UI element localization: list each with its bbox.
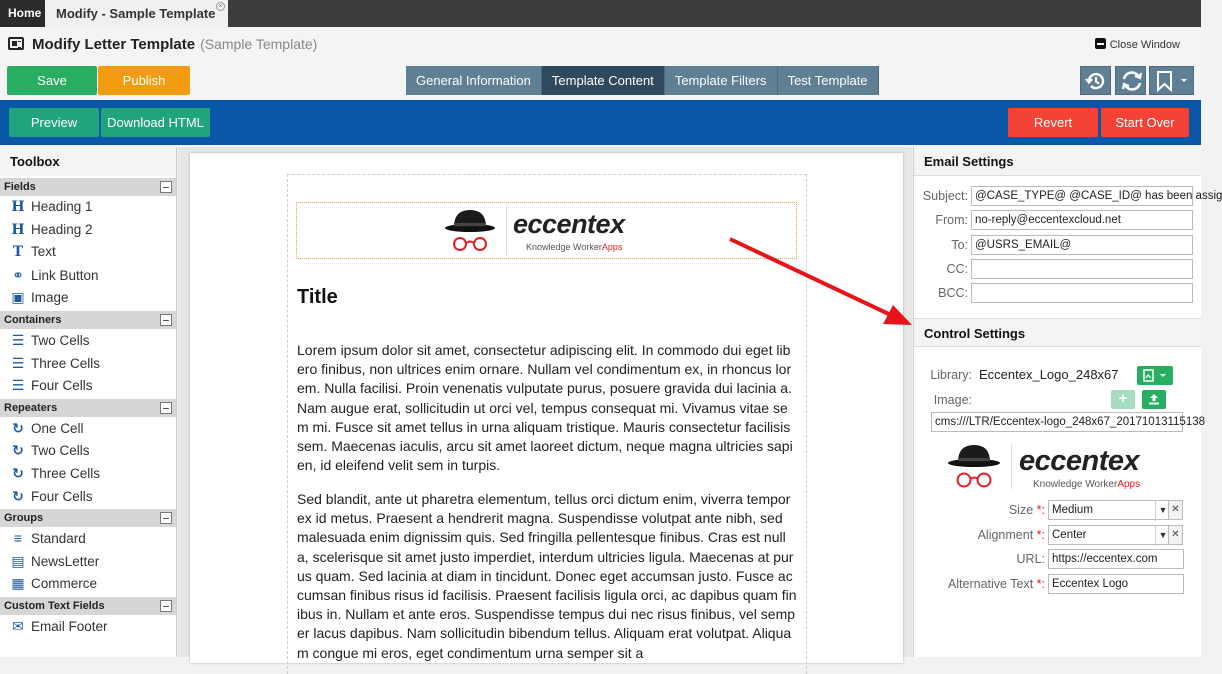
start-over-button[interactable]: Start Over bbox=[1101, 108, 1189, 137]
section-label: Custom Text Fields bbox=[4, 599, 105, 612]
image-icon: ▣ bbox=[11, 289, 25, 306]
required-mark: *: bbox=[1036, 503, 1045, 517]
item-label: Heading 1 bbox=[31, 199, 93, 214]
bookmark-icon bbox=[1154, 70, 1188, 92]
page-title-text: Modify Letter Template bbox=[32, 36, 196, 53]
item-label: Text bbox=[31, 244, 56, 260]
toolbox-panel bbox=[0, 147, 177, 657]
required-mark: *: bbox=[1036, 577, 1045, 591]
alignment-value: Center bbox=[1052, 529, 1087, 541]
item-label: Three Cells bbox=[31, 355, 101, 371]
tab-label: Modify - Sample Template bbox=[56, 6, 216, 21]
preview-button[interactable]: Preview bbox=[9, 108, 99, 137]
collapse-icon[interactable] bbox=[160, 402, 172, 414]
item-label: Three Cells bbox=[31, 465, 101, 481]
repeat-icon: ↻ bbox=[12, 419, 24, 436]
toolbox-item-image[interactable] bbox=[0, 286, 176, 309]
url-label: URL: bbox=[1016, 552, 1045, 566]
subject-label: Subject: bbox=[922, 189, 968, 203]
item-label: Link Button bbox=[31, 267, 99, 283]
template-nav bbox=[406, 66, 879, 95]
repeat-icon: ↻ bbox=[12, 464, 24, 481]
publish-button[interactable]: Publish bbox=[98, 66, 190, 95]
page-header bbox=[0, 27, 1201, 61]
link-icon: ⚭ bbox=[12, 266, 24, 283]
document-paragraph-2[interactable]: Sed blandit, ante ut pharetra elementum, tellus orci dictum enim, viverra tempor ex id metus. Praesent a hendrerit magna. Suspendisse volutpat ante nibh, sed malesuada enim dignissim quis. Sed fringilla pellentesque finibus. Cras est nulla, scelerisque sit amet justo imperdiet, interdum ultricies ligula. Maecenas at purus quam. Sed lacinia at diam in tincidunt. Donec eget accumsan justo. Fusce accumsan finibus risus id facilisis. Praesent facilisis ligula orci, ac dapibus quam finibus in. Nullam et ante eros. Suspendisse tempus dui nec risus finibus, vel semper lacus dapibus. Nam sollicitudin bibendum tellus. Aliquam erat volutpat. Aliquam congue mi eros, eget condimentum urna semper sit a bbox=[297, 491, 797, 661]
refresh-button[interactable] bbox=[1115, 66, 1146, 95]
logo-divider bbox=[1011, 444, 1012, 489]
collapse-icon[interactable] bbox=[160, 314, 172, 326]
required-mark: *: bbox=[1036, 528, 1045, 542]
alignment-label bbox=[914, 525, 1045, 545]
image-file-icon bbox=[1137, 366, 1173, 385]
toolbox-item-text[interactable] bbox=[0, 241, 176, 264]
tab-test-template[interactable]: Test Template bbox=[778, 66, 879, 95]
cc-label: CC: bbox=[946, 262, 968, 276]
tagline-apps: Apps bbox=[601, 242, 623, 252]
size-label-text: Size bbox=[1008, 503, 1034, 517]
email-document bbox=[190, 153, 903, 663]
action-bar bbox=[0, 100, 1201, 145]
alignment-select[interactable] bbox=[1048, 525, 1171, 545]
tab-modify-template[interactable] bbox=[45, 0, 228, 27]
save-button[interactable]: Save bbox=[7, 66, 97, 95]
tab-template-content[interactable]: Template Content bbox=[542, 66, 665, 95]
upload-icon bbox=[1142, 390, 1166, 409]
refresh-icon bbox=[1120, 70, 1144, 92]
toolbox-item-repeater-three-cells[interactable] bbox=[0, 462, 176, 485]
item-label: Two Cells bbox=[31, 332, 90, 348]
logo-wordmark: eccentex bbox=[1019, 445, 1140, 477]
page-title bbox=[32, 36, 317, 53]
envelope-icon: ✉ bbox=[12, 617, 24, 634]
minus-square-icon bbox=[1095, 38, 1106, 49]
repeat-icon: ↻ bbox=[12, 442, 24, 459]
toolbox-title: Toolbox bbox=[0, 147, 176, 176]
section-repeaters[interactable] bbox=[0, 399, 176, 417]
toolbox-item-standard[interactable] bbox=[0, 527, 176, 550]
tagline-apps: Apps bbox=[1117, 479, 1141, 490]
logo-divider bbox=[506, 205, 507, 255]
size-select[interactable] bbox=[1048, 500, 1171, 520]
toolbox-item-two-cells[interactable] bbox=[0, 329, 176, 352]
bowler-hat-glasses-logo bbox=[944, 441, 1004, 491]
upload-image-button[interactable] bbox=[1142, 390, 1166, 409]
newspaper-icon: ▤ bbox=[11, 552, 25, 569]
tab-template-filters[interactable]: Template Filters bbox=[665, 66, 778, 95]
library-picker-button[interactable] bbox=[1137, 366, 1173, 385]
size-value: Medium bbox=[1052, 504, 1093, 516]
design-canvas bbox=[178, 147, 912, 661]
section-label: Groups bbox=[4, 512, 44, 525]
item-label: Two Cells bbox=[31, 443, 90, 459]
subject-input[interactable]: @CASE_TYPE@ @CASE_ID@ has been assig bbox=[971, 186, 1193, 206]
list-icon: ☰ bbox=[11, 354, 25, 371]
url-input[interactable]: https://eccentex.com bbox=[1048, 549, 1184, 569]
item-label: Standard bbox=[31, 531, 86, 547]
toolbox-item-email-footer[interactable] bbox=[0, 615, 176, 638]
toolbox-item-newsletter[interactable] bbox=[0, 550, 176, 573]
list-icon: ☰ bbox=[11, 331, 25, 348]
section-fields[interactable] bbox=[0, 178, 176, 196]
tagline-text: Knowledge Worker bbox=[526, 242, 602, 252]
chevron-down-icon: ▼ bbox=[1155, 526, 1170, 546]
settings-panel bbox=[913, 147, 1222, 657]
image-path-input[interactable]: cms:///LTR/Eccentex-logo_248x67_20171013115138 bbox=[931, 412, 1183, 432]
tab-general-information[interactable]: General Information bbox=[406, 66, 542, 95]
to-input[interactable]: @USRS_EMAIL@ bbox=[971, 235, 1193, 255]
toolbox-item-heading-1[interactable] bbox=[0, 196, 176, 219]
section-groups[interactable] bbox=[0, 509, 176, 527]
toolbox-item-one-cell[interactable] bbox=[0, 417, 176, 440]
list-icon: ☰ bbox=[11, 377, 25, 394]
from-label: From: bbox=[935, 213, 968, 227]
logo-image-block[interactable] bbox=[296, 202, 797, 259]
toolbox-item-link-button[interactable] bbox=[0, 264, 176, 287]
cc-input[interactable] bbox=[971, 259, 1193, 279]
item-label: Email Footer bbox=[31, 618, 108, 634]
history-button[interactable] bbox=[1080, 66, 1111, 95]
tab-home[interactable]: Home bbox=[0, 0, 49, 27]
logo-tagline bbox=[1033, 479, 1140, 490]
close-tab-icon[interactable]: × bbox=[216, 2, 225, 11]
document-title[interactable]: Title bbox=[297, 286, 338, 308]
size-label bbox=[914, 500, 1045, 520]
bookmark-dropdown-button[interactable] bbox=[1149, 66, 1194, 95]
clear-alignment-icon[interactable]: ✕ bbox=[1168, 525, 1183, 545]
toolbar bbox=[0, 61, 1201, 100]
toolbox-item-repeater-four-cells[interactable] bbox=[0, 485, 176, 508]
to-label: To: bbox=[951, 238, 968, 252]
alignment-label-text: Alignment bbox=[977, 528, 1034, 542]
close-window-label: Close Window bbox=[1109, 39, 1180, 51]
download-html-button[interactable]: Download HTML bbox=[101, 108, 210, 137]
section-label: Containers bbox=[4, 313, 62, 326]
alt-label-text: Alternative Text bbox=[947, 577, 1034, 591]
logo-wordmark: eccentex bbox=[513, 209, 625, 239]
heading-icon: H bbox=[11, 199, 25, 215]
toolbox-item-three-cells[interactable] bbox=[0, 352, 176, 375]
close-window-button[interactable] bbox=[1095, 38, 1180, 51]
grid-icon: ▦ bbox=[11, 575, 25, 592]
heading-icon: H bbox=[11, 221, 25, 238]
item-label: One Cell bbox=[31, 420, 84, 436]
item-label: NewsLetter bbox=[31, 553, 100, 569]
collapse-icon[interactable] bbox=[160, 512, 172, 524]
logo-tagline bbox=[526, 242, 622, 252]
bcc-label: BCC: bbox=[938, 286, 968, 300]
image-preview bbox=[944, 439, 1179, 494]
from-input[interactable]: no-reply@eccentexcloud.net bbox=[971, 210, 1193, 230]
newspaper-icon bbox=[8, 37, 24, 50]
toolbox-item-heading-2[interactable] bbox=[0, 219, 176, 242]
clear-size-icon[interactable]: ✕ bbox=[1168, 500, 1183, 520]
alternative-text-label bbox=[914, 574, 1045, 594]
toolbox-item-four-cells[interactable] bbox=[0, 374, 176, 397]
document-paragraph-1[interactable]: Lorem ipsum dolor sit amet, consectetur adipiscing elit. In commodo dui eget libero finibus, non ultrices enim ornare. Nullam vel condimentum ex, in rhoncus lorem. Nulla facilisi. Proin venenatis vulputate purus, posuere gravida dui lacinia a. Nam augue erat, sollicitudin ut orci vel, tempus consequat mi. Vivamus vitae sem mi. Fusce sit amet tellus in urna aliquam tristique. Mauris consectetur facilisis sem. Maecenas iaculis, arcu sit amet laoreet dictum, neque magna ultricies sapien, id eleifend velit sem in turpis. bbox=[297, 342, 793, 474]
item-label: Heading 2 bbox=[31, 221, 93, 237]
toolbox-item-commerce[interactable] bbox=[0, 572, 176, 595]
library-value: Eccentex_Logo_248x67 bbox=[979, 367, 1119, 382]
item-label: Four Cells bbox=[31, 488, 93, 504]
text-icon: T bbox=[12, 244, 24, 261]
alternative-text-input[interactable]: Eccentex Logo bbox=[1048, 574, 1184, 594]
collapse-icon[interactable] bbox=[160, 600, 172, 612]
align-left-icon: ≡ bbox=[13, 530, 23, 547]
toolbox-item-repeater-two-cells[interactable] bbox=[0, 439, 176, 462]
chevron-down-icon: ▼ bbox=[1155, 501, 1170, 521]
bcc-input[interactable] bbox=[971, 283, 1193, 303]
section-label: Fields bbox=[4, 181, 36, 193]
collapse-icon[interactable] bbox=[160, 181, 172, 193]
repeat-icon: ↻ bbox=[12, 487, 24, 504]
revert-button[interactable]: Revert bbox=[1008, 108, 1098, 137]
library-label: Library: bbox=[930, 368, 972, 382]
section-label: Repeaters bbox=[4, 401, 58, 414]
item-label: Four Cells bbox=[31, 378, 93, 394]
image-label: Image: bbox=[933, 393, 972, 407]
section-containers[interactable] bbox=[0, 311, 176, 329]
history-icon bbox=[1085, 70, 1107, 92]
tagline-text: Knowledge Worker bbox=[1033, 479, 1118, 490]
bowler-hat-glasses-logo bbox=[442, 206, 502, 256]
add-image-button[interactable] bbox=[1111, 390, 1135, 409]
control-settings-header: Control Settings bbox=[914, 318, 1201, 347]
section-custom-text-fields[interactable] bbox=[0, 597, 176, 615]
item-label: Image bbox=[31, 290, 69, 306]
tab-bar bbox=[0, 0, 1201, 27]
item-label: Commerce bbox=[31, 576, 98, 592]
plus-icon: + bbox=[1118, 390, 1128, 407]
page-subtitle: (Sample Template) bbox=[200, 36, 318, 52]
email-settings-header: Email Settings bbox=[914, 147, 1201, 176]
